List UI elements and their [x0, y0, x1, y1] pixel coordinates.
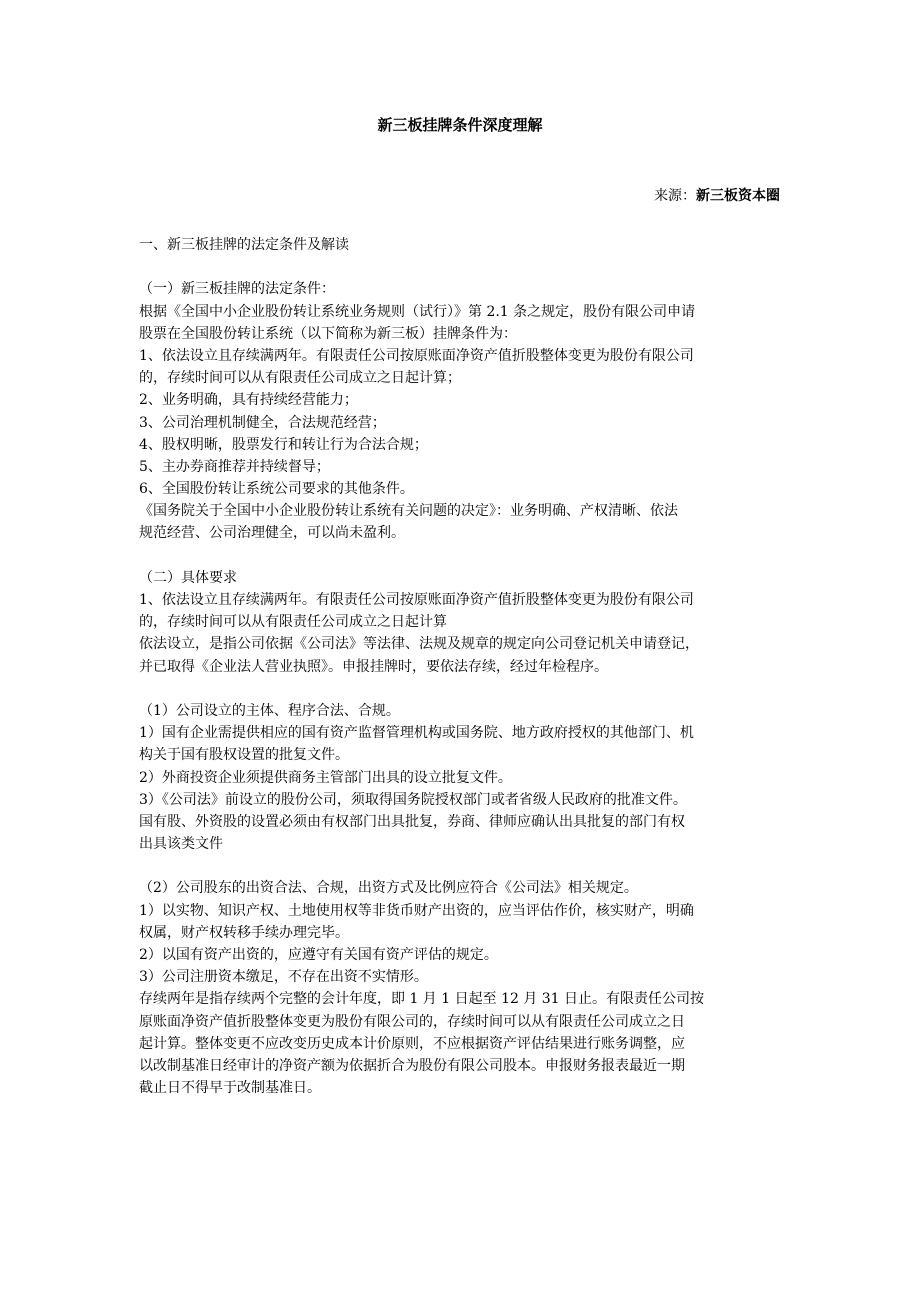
paragraph-gap: [139, 678, 781, 700]
text-line: 一、新三板挂牌的法定条件及解读: [139, 237, 349, 253]
text-line: 构关于国有股权设置的批复文件。: [139, 747, 349, 764]
text-line: 《国务院关于全国中小企业股份转让系统有关问题的决定》：业务明确、产权清晰、依法: [139, 503, 678, 520]
text-line: 根据《全国中小企业股份转让系统业务规则（试行）》第 2.1 条之规定，股份有限公司申请: [139, 303, 696, 320]
text-line: （1）公司设立的主体、程序合法、合规。: [139, 702, 400, 719]
text-line: 4、股权明晰，股票发行和转让行为合法合规；: [139, 436, 428, 453]
text-line: 原账面净资产值折股整体变更为股份有限公司的，存续时间可以从有限责任公司成立之日: [139, 1013, 685, 1030]
text-line: 3、公司治理机制健全，合法规范经营；: [139, 414, 386, 431]
text-line: 国有股、外资股的设置必须由有权部门出具批复，券商、律师应确认出具批复的部门有权: [139, 813, 685, 830]
source-value: 新三板资本圈: [696, 188, 780, 204]
document-title: 新三板挂牌条件深度理解: [377, 116, 543, 134]
paragraph-gap: [139, 256, 781, 278]
text-line: （2）公司股东的出资合法、合规，出资方式及比例应符合《公司法》相关规定。: [139, 880, 638, 897]
paragraph-gap: [139, 545, 781, 567]
text-line: 3）公司注册资本缴足，不存在出资不实情形。: [139, 969, 428, 986]
source-label: 来源：: [654, 188, 696, 204]
text-line: 5、主办券商推荐并持续督导；: [139, 458, 330, 475]
paragraph: [139, 877, 781, 1099]
text-line: 的，存续时间可以从有限责任公司成立之日起计算；: [139, 370, 461, 387]
text-line: 1、依法设立且存续满两年。有限责任公司按原账面净资产值折股整体变更为股份有限公司: [139, 592, 694, 608]
document-body: [139, 234, 781, 1099]
text-line: 股票在全国股份转让系统（以下简称为新三板）挂牌条件为：: [139, 325, 517, 342]
text-line: 6、全国股份转让系统公司要求的其他条件。: [139, 481, 414, 498]
text-line: 的，存续时间可以从有限责任公司成立之日起计算: [139, 614, 447, 631]
text-line: 规范经营、公司治理健全，可以尚未盈利。: [139, 525, 405, 542]
text-line: （一）新三板挂牌的法定条件：: [139, 281, 335, 298]
text-line: 1）以实物、知识产权、土地使用权等非货币财产出资的，应当评估作价，核实财产，明确: [139, 902, 694, 919]
text-line: 3）《公司法》前设立的股份公司，须取得国务院授权部门或者省级人民政府的批准文件。: [139, 791, 687, 808]
text-line: 权属，财产权转移手续办理完毕。: [139, 924, 349, 941]
text-line: 依法设立，是指公司依据《公司法》等法律、法规及规章的规定向公司登记机关申请登记，: [139, 636, 699, 653]
text-line: 起计算。整体变更不应改变历史成本计价原则，不应根据资产评估结果进行账务调整，应: [139, 1035, 685, 1052]
text-line: （二）具体要求: [139, 569, 237, 586]
text-line: 截止日不得早于改制基准日。: [139, 1080, 321, 1097]
paragraph: [139, 567, 781, 678]
text-line: 2、业务明确，具有持续经营能力；: [139, 392, 358, 409]
text-line: 出具该类文件: [139, 836, 223, 853]
paragraph: [139, 234, 781, 256]
text-line: 1、依法设立且存续满两年。有限责任公司按原账面净资产值折股整体变更为股份有限公司: [139, 347, 694, 364]
source-line: [654, 186, 780, 206]
text-line: 2）以国有资产出资的，应遵守有关国有资产评估的规定。: [139, 947, 498, 963]
text-line: 2）外商投资企业须提供商务主管部门出具的设立批复文件。: [139, 769, 512, 786]
paragraph: [139, 278, 781, 544]
paragraph-gap: [139, 855, 781, 877]
text-line: 1）国有企业需提供相应的国有资产监督管理机构或国务院、地方政府授权的其他部门、机: [139, 725, 694, 742]
paragraph: [139, 700, 781, 855]
text-line: 以改制基准日经审计的净资产额为依据折合为股份有限公司股本。申报财务报表最近一期: [139, 1057, 685, 1074]
text-line: 并已取得《企业法人营业执照》。申报挂牌时，要依法存续，经过年检程序。: [139, 658, 608, 675]
text-line: 存续两年是指存续两个完整的会计年度，即 1 月 1 日起至 12 月 31 日止。有限责任公司按: [139, 991, 705, 1008]
